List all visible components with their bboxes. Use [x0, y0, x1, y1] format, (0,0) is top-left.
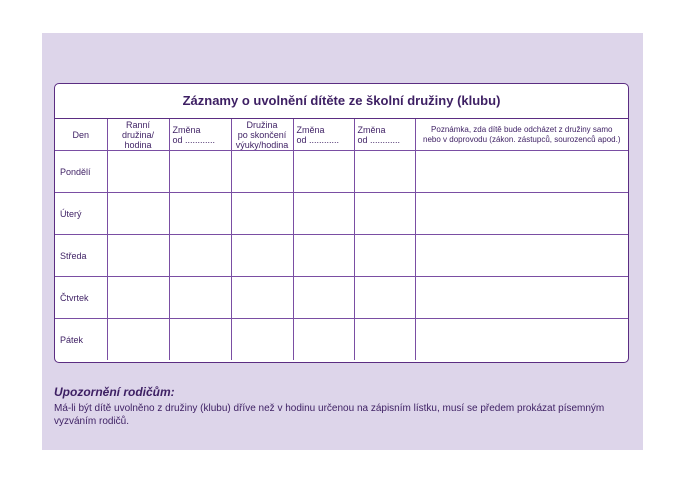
table-row-monday — [55, 151, 628, 193]
note-cell[interactable] — [415, 277, 628, 319]
col-header-change-2-text: Změna od ............ — [296, 124, 340, 145]
after-school-cell[interactable] — [231, 319, 293, 361]
release-table — [55, 119, 628, 360]
attendance-table-panel — [54, 83, 629, 363]
change-cell[interactable] — [354, 193, 415, 235]
after-school-cell[interactable] — [231, 151, 293, 193]
change-cell[interactable] — [169, 193, 231, 235]
table-row-tuesday — [55, 193, 628, 235]
change-cell[interactable] — [293, 151, 354, 193]
table-row-thursday — [55, 277, 628, 319]
note-cell[interactable] — [415, 151, 628, 193]
col-header-day: Den — [55, 119, 107, 151]
change-cell[interactable] — [169, 277, 231, 319]
col-header-change-3-text: Změna od ............ — [357, 124, 401, 145]
change-cell[interactable] — [169, 235, 231, 277]
col-header-after-school — [231, 119, 293, 151]
col-header-note — [415, 119, 628, 151]
change-cell[interactable] — [354, 277, 415, 319]
change-cell[interactable] — [169, 151, 231, 193]
note-cell[interactable] — [415, 235, 628, 277]
col-header-note-text: Poznámka, zda dítě bude odcházet z družiny samo nebo v doprovodu (zákon. zástupců, sourozenců apod.) — [423, 124, 621, 144]
after-school-cell[interactable] — [231, 193, 293, 235]
after-school-cell[interactable] — [231, 235, 293, 277]
form-title: Záznamy o uvolnění dítěte ze školní družiny (klubu) — [55, 84, 628, 119]
col-header-change-2 — [293, 119, 354, 151]
table-row-wednesday — [55, 235, 628, 277]
after-school-cell[interactable] — [231, 277, 293, 319]
notice-title: Upozornění rodičům: — [54, 385, 175, 399]
change-cell[interactable] — [293, 319, 354, 361]
note-cell[interactable] — [415, 319, 628, 361]
change-cell[interactable] — [293, 193, 354, 235]
change-cell[interactable] — [354, 235, 415, 277]
change-cell[interactable] — [169, 319, 231, 361]
col-header-change-1 — [169, 119, 231, 151]
morning-cell[interactable] — [107, 235, 169, 277]
col-header-change-1-text: Změna od ............ — [172, 124, 216, 145]
day-label: Úterý — [55, 193, 107, 235]
day-label: Čtvrtek — [55, 277, 107, 319]
morning-cell[interactable] — [107, 319, 169, 361]
change-cell[interactable] — [354, 151, 415, 193]
notice-text: Má-li být dítě uvolněno z družiny (klubu) dříve než v hodinu určenou na zápisním lístku, musí se předem prokázat písemným vyzváním rodičů. — [54, 403, 605, 427]
note-cell[interactable] — [415, 193, 628, 235]
col-header-after-school-text: Družina po skončení výuky/hodina — [235, 119, 289, 150]
change-cell[interactable] — [293, 277, 354, 319]
change-cell[interactable] — [354, 319, 415, 361]
morning-cell[interactable] — [107, 277, 169, 319]
form-sheet — [42, 33, 643, 450]
change-cell[interactable] — [293, 235, 354, 277]
morning-cell[interactable] — [107, 193, 169, 235]
day-label: Středa — [55, 235, 107, 277]
col-header-morning-text: Ranní družina/ hodina — [121, 119, 155, 150]
col-header-change-3 — [354, 119, 415, 151]
table-header-row — [55, 119, 628, 151]
morning-cell[interactable] — [107, 151, 169, 193]
col-header-morning — [107, 119, 169, 151]
day-label: Pondělí — [55, 151, 107, 193]
table-row-friday — [55, 319, 628, 361]
day-label: Pátek — [55, 319, 107, 361]
